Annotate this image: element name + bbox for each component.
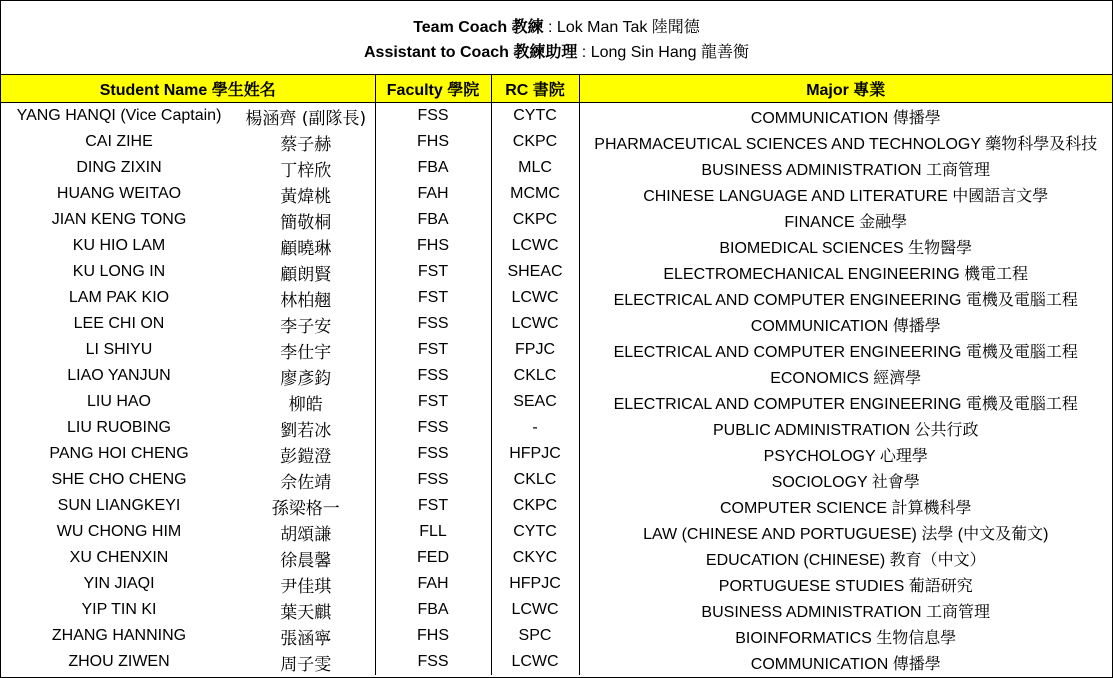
- student-name-en: ZHOU ZIWEN: [68, 653, 170, 670]
- student-name-cn: 胡頌謙: [280, 524, 332, 545]
- faculty-header: Faculty 學院: [375, 75, 491, 103]
- student-name-cn: 彭鎧澄: [280, 446, 332, 467]
- rc-cell: SEAC: [491, 389, 579, 415]
- rc-cell: CKYC: [491, 545, 579, 571]
- student-name-en: YIP TIN KI: [81, 601, 157, 618]
- student-name-cn: 尹佳琪: [280, 576, 332, 597]
- major-cell: PORTUGUESE STUDIES 葡語研究: [579, 571, 1112, 597]
- student-name-cn: 李仕宇: [280, 342, 332, 363]
- major-cell: SOCIOLOGY 社會學: [579, 467, 1112, 493]
- major-cell: BIOMEDICAL SCIENCES 生物醫學: [579, 233, 1112, 259]
- table-row: [1, 519, 1112, 545]
- student-name-cn: 黃煒桃: [280, 186, 332, 207]
- rc-cell: CKPC: [491, 207, 579, 233]
- student-name-en: SHE CHO CHENG: [51, 471, 187, 488]
- assistant-name: : Long Sin Hang 龍善衡: [577, 44, 750, 61]
- student-name-cn: 丁梓欣: [280, 160, 332, 181]
- major-cell: BIOINFORMATICS 生物信息學: [579, 623, 1112, 649]
- rc-cell: CKLC: [491, 363, 579, 389]
- table-row: [1, 129, 1112, 155]
- table-row: [1, 155, 1112, 181]
- roster-table: [1, 75, 1112, 675]
- rc-cell: LCWC: [491, 649, 579, 675]
- major-cell: ELECTRICAL AND COMPUTER ENGINEERING 電機及電腦工程: [579, 389, 1112, 415]
- student-name-header: Student Name 學生姓名: [1, 75, 375, 103]
- table-row: [1, 233, 1112, 259]
- faculty-cell: FBA: [375, 597, 491, 623]
- student-name-cn: 李子安: [280, 316, 332, 337]
- student-name-en: SUN LIANGKEYI: [57, 497, 181, 514]
- student-name-cn: 顧朗賢: [280, 264, 332, 285]
- student-name-cn: 蔡子赫: [280, 134, 332, 155]
- assistant-line: [1, 40, 1112, 65]
- rc-cell: LCWC: [491, 597, 579, 623]
- assistant-role-label: Assistant to Coach 教練助理: [363, 44, 578, 61]
- student-name-en: LEE CHI ON: [73, 315, 165, 332]
- student-name-en: XU CHENXIN: [69, 549, 169, 566]
- rc-cell: HFPJC: [491, 441, 579, 467]
- student-name-cn: 周子雯: [280, 654, 332, 675]
- faculty-cell: FSS: [375, 103, 491, 130]
- rc-cell: -: [491, 415, 579, 441]
- major-cell: CHINESE LANGUAGE AND LITERATURE 中國語言文學: [579, 181, 1112, 207]
- student-name-en: HUANG WEITAO: [56, 185, 182, 202]
- table-row: [1, 493, 1112, 519]
- faculty-cell: FSS: [375, 467, 491, 493]
- rc-cell: LCWC: [491, 233, 579, 259]
- student-name-en: LAM PAK KIO: [68, 289, 170, 306]
- student-name-cn: 林柏翹: [280, 290, 332, 311]
- rc-cell: HFPJC: [491, 571, 579, 597]
- faculty-cell: FST: [375, 337, 491, 363]
- faculty-cell: FST: [375, 493, 491, 519]
- faculty-cell: FST: [375, 259, 491, 285]
- student-name-cn: 孫梁格一: [271, 498, 340, 519]
- student-name-en: LIU RUOBING: [66, 419, 171, 436]
- table-row: [1, 441, 1112, 467]
- student-name-en: JIAN KENG TONG: [51, 211, 187, 228]
- faculty-cell: FSS: [375, 363, 491, 389]
- student-name-en: YIN JIAQI: [83, 575, 155, 592]
- major-cell: COMMUNICATION 傳播學: [579, 311, 1112, 337]
- student-name-en: LIU HAO: [86, 393, 151, 410]
- faculty-cell: FED: [375, 545, 491, 571]
- table-row: [1, 649, 1112, 675]
- student-name-cn: 葉天麒: [280, 602, 332, 623]
- major-cell: COMMUNICATION 傳播學: [579, 103, 1112, 130]
- faculty-cell: FLL: [375, 519, 491, 545]
- major-cell: PUBLIC ADMINISTRATION 公共行政: [579, 415, 1112, 441]
- table-row: [1, 415, 1112, 441]
- major-cell: ELECTRICAL AND COMPUTER ENGINEERING 電機及電腦工程: [579, 285, 1112, 311]
- student-name-cn: 楊涵齊 (副隊長): [245, 108, 367, 129]
- student-name-en: KU LONG IN: [72, 263, 166, 280]
- rc-cell: LCWC: [491, 311, 579, 337]
- major-cell: ECONOMICS 經濟學: [579, 363, 1112, 389]
- student-name-en: ZHANG HANNING: [51, 627, 187, 644]
- rc-cell: CYTC: [491, 519, 579, 545]
- rc-cell: CKPC: [491, 129, 579, 155]
- student-name-en: WU CHONG HIM: [56, 523, 182, 540]
- table-row: [1, 103, 1112, 130]
- major-cell: COMMUNICATION 傳播學: [579, 649, 1112, 675]
- major-cell: LAW (CHINESE AND PORTUGUESE) 法學 (中文及葡文): [579, 519, 1112, 545]
- table-row: [1, 259, 1112, 285]
- student-name-cn: 顧曉琳: [280, 238, 332, 259]
- student-name-cn: 廖彥鈞: [280, 368, 332, 389]
- faculty-cell: FBA: [375, 155, 491, 181]
- major-cell: ELECTROMECHANICAL ENGINEERING 機電工程: [579, 259, 1112, 285]
- coach-line: [1, 15, 1112, 40]
- student-name-cn: 佘佐靖: [280, 472, 332, 493]
- student-name-en: YANG HANQI (Vice Captain): [16, 107, 222, 124]
- rc-cell: FPJC: [491, 337, 579, 363]
- student-name-en: PANG HOI CHENG: [49, 445, 189, 462]
- major-cell: EDUCATION (CHINESE) 教育（中文）: [579, 545, 1112, 571]
- rc-cell: MCMC: [491, 181, 579, 207]
- major-cell: BUSINESS ADMINISTRATION 工商管理: [579, 155, 1112, 181]
- major-cell: PHARMACEUTICAL SCIENCES AND TECHNOLOGY 藥物科學及科技: [579, 129, 1112, 155]
- faculty-cell: FBA: [375, 207, 491, 233]
- major-cell: COMPUTER SCIENCE 計算機科學: [579, 493, 1112, 519]
- rc-cell: CKLC: [491, 467, 579, 493]
- faculty-cell: FAH: [375, 181, 491, 207]
- rc-cell: SHEAC: [491, 259, 579, 285]
- faculty-cell: FSS: [375, 441, 491, 467]
- student-name-cn: 柳皓: [288, 394, 323, 415]
- table-row: [1, 181, 1112, 207]
- student-name-en: DING ZIXIN: [76, 159, 162, 176]
- roster-body: [1, 103, 1112, 676]
- student-name-en: LI SHIYU: [85, 341, 153, 358]
- major-cell: ELECTRICAL AND COMPUTER ENGINEERING 電機及電腦工程: [579, 337, 1112, 363]
- rc-cell: MLC: [491, 155, 579, 181]
- table-row: [1, 311, 1112, 337]
- faculty-cell: FHS: [375, 233, 491, 259]
- student-name-cn: 劉若冰: [280, 420, 332, 441]
- rc-header: RC 書院: [491, 75, 579, 103]
- table-row: [1, 363, 1112, 389]
- major-header: Major 專業: [579, 75, 1112, 103]
- student-name-en: CAI ZIHE: [85, 133, 153, 150]
- faculty-cell: FHS: [375, 623, 491, 649]
- faculty-cell: FAH: [375, 571, 491, 597]
- coach-name: : Lok Man Tak 陸聞德: [543, 19, 700, 36]
- rc-cell: CKPC: [491, 493, 579, 519]
- table-row: [1, 337, 1112, 363]
- table-row: [1, 545, 1112, 571]
- table-row: [1, 597, 1112, 623]
- faculty-cell: FHS: [375, 129, 491, 155]
- table-row: [1, 623, 1112, 649]
- coach-role-label: Team Coach 教練: [413, 19, 544, 36]
- faculty-cell: FST: [375, 285, 491, 311]
- student-name-en: KU HIO LAM: [72, 237, 166, 254]
- faculty-cell: FSS: [375, 311, 491, 337]
- major-cell: FINANCE 金融學: [579, 207, 1112, 233]
- rc-cell: LCWC: [491, 285, 579, 311]
- table-row: [1, 571, 1112, 597]
- student-name-cn: 簡敬桐: [280, 212, 332, 233]
- rc-cell: SPC: [491, 623, 579, 649]
- student-name-cn: 徐晨馨: [280, 550, 332, 571]
- table-row: [1, 285, 1112, 311]
- student-name-en: LIAO YANJUN: [67, 367, 171, 384]
- major-cell: BUSINESS ADMINISTRATION 工商管理: [579, 597, 1112, 623]
- faculty-cell: FSS: [375, 415, 491, 441]
- table-row: [1, 207, 1112, 233]
- table-row: [1, 389, 1112, 415]
- student-name-cn: 張涵寧: [280, 628, 332, 649]
- major-cell: PSYCHOLOGY 心理學: [579, 441, 1112, 467]
- faculty-cell: FST: [375, 389, 491, 415]
- table-header-row: [1, 75, 1112, 103]
- rc-cell: CYTC: [491, 103, 579, 130]
- faculty-cell: FSS: [375, 649, 491, 675]
- table-row: [1, 467, 1112, 493]
- coach-header: [1, 1, 1112, 75]
